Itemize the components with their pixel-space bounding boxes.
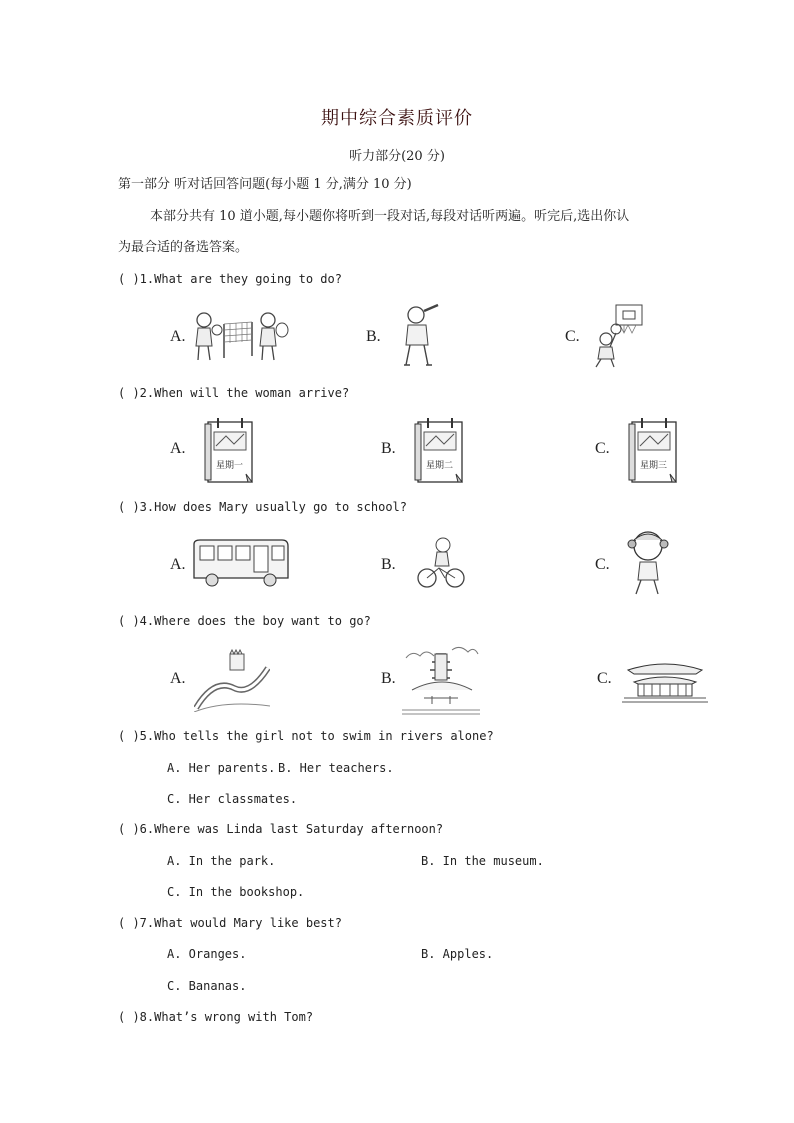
q6-option-c[interactable]: C. In the bookshop. (167, 885, 305, 899)
question-text: What would Mary like best? (154, 916, 342, 930)
q4-option-b[interactable]: B. (381, 670, 396, 687)
answer-bracket[interactable]: ( )4. (118, 614, 155, 628)
instruction-line-1: 本部分共有 10 道小题,每小题你将听到一段对话,每段对话听两遍。听完后,选出你认 (150, 209, 630, 224)
q5-option-b[interactable]: B. Her teachers. (278, 761, 394, 775)
q4-option-a[interactable]: A. (170, 670, 186, 687)
answer-bracket[interactable]: ( )1. (118, 272, 155, 286)
badminton-players-image (190, 310, 290, 366)
calendar-label-b: 星期二 (426, 461, 454, 471)
calendar-monday-image (204, 416, 258, 486)
q1-option-a[interactable]: A. (170, 328, 186, 345)
q2-option-c[interactable]: C. (595, 440, 610, 457)
question-2 (118, 386, 349, 400)
calendar-tuesday-image (414, 416, 468, 486)
question-7 (118, 916, 342, 930)
q7-option-b[interactable]: B. Apples. (421, 947, 494, 961)
q6-option-a[interactable]: A. In the park. (167, 854, 276, 868)
question-3 (118, 500, 407, 514)
q3-option-c[interactable]: C. (595, 556, 610, 573)
answer-bracket[interactable]: ( )2. (118, 386, 155, 400)
question-4 (118, 614, 371, 628)
question-6 (118, 822, 443, 836)
palace-hall-image (622, 656, 708, 704)
girl-cycling-image (415, 536, 465, 590)
question-text: How does Mary usually go to school? (154, 500, 407, 514)
answer-bracket[interactable]: ( )7. (118, 916, 155, 930)
bus-image (190, 538, 292, 588)
q5-option-a[interactable]: A. Her parents. (167, 761, 276, 775)
page-subtitle: 听力部分(20 分) (349, 149, 445, 164)
question-text: Where does the boy want to go? (154, 614, 371, 628)
baseball-player-image (398, 303, 442, 369)
question-5 (118, 729, 494, 743)
question-text: Where was Linda last Saturday afternoon? (154, 822, 444, 836)
question-text: When will the woman arrive? (154, 386, 350, 400)
q7-option-a[interactable]: A. Oranges. (167, 947, 247, 961)
calendar-label-a: 星期一 (216, 461, 244, 471)
girl-walking-image (626, 528, 674, 600)
pagoda-hill-image (402, 640, 480, 718)
q2-option-a[interactable]: A. (170, 440, 186, 457)
q3-option-b[interactable]: B. (381, 556, 396, 573)
q5-option-c[interactable]: C. Her classmates. (167, 792, 298, 806)
q4-option-c[interactable]: C. (597, 670, 612, 687)
question-text: What’s wrong with Tom? (154, 1010, 314, 1024)
basketball-player-image (590, 303, 646, 369)
question-text: What are they going to do? (154, 272, 342, 286)
q7-option-c[interactable]: C. Bananas. (167, 979, 247, 993)
q1-option-b[interactable]: B. (366, 328, 381, 345)
answer-bracket[interactable]: ( )3. (118, 500, 155, 514)
section-heading: 第一部分 听对话回答问题(每小题 1 分,满分 10 分) (118, 177, 412, 192)
calendar-label-c: 星期三 (640, 461, 668, 471)
calendar-wednesday-image (628, 416, 682, 486)
answer-bracket[interactable]: ( )8. (118, 1010, 155, 1024)
instruction-line-2: 为最合适的备选答案。 (118, 240, 249, 255)
question-text: Who tells the girl not to swim in rivers alone? (154, 729, 494, 743)
q3-option-a[interactable]: A. (170, 556, 186, 573)
answer-bracket[interactable]: ( )6. (118, 822, 155, 836)
q2-option-b[interactable]: B. (381, 440, 396, 457)
answer-bracket[interactable]: ( )5. (118, 729, 155, 743)
question-1 (118, 272, 342, 286)
q6-option-b[interactable]: B. In the museum. (421, 854, 544, 868)
great-wall-image (194, 648, 270, 712)
question-8 (118, 1010, 313, 1024)
page-title: 期中综合素质评价 (321, 108, 473, 129)
q1-option-c[interactable]: C. (565, 328, 580, 345)
